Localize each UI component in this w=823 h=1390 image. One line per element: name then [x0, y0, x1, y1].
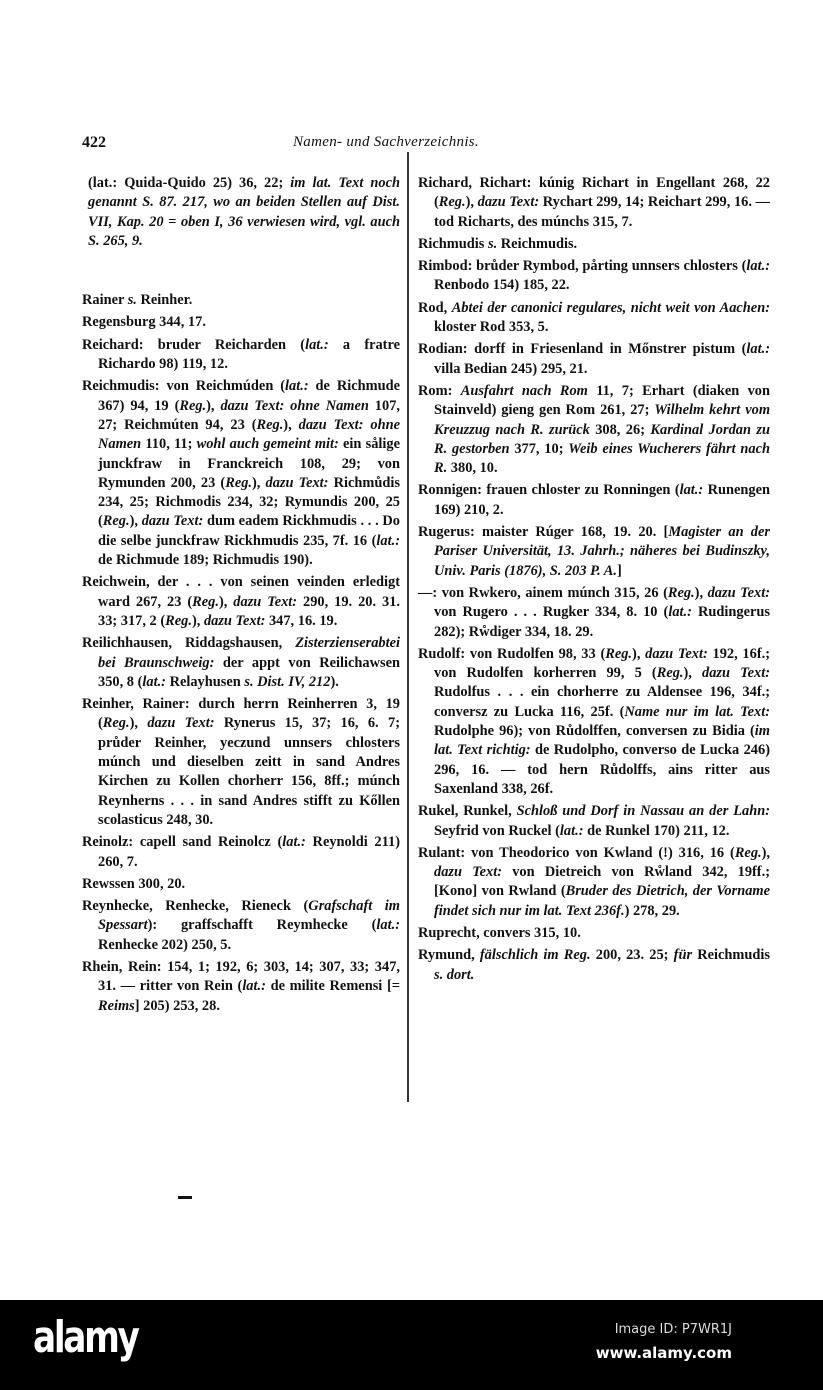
entry-text: Reinher, Rainer: durch herrn Reinherren 3, 19 (	[82, 696, 400, 732]
index-entry-continuation	[82, 174, 400, 251]
print-mark	[178, 1196, 192, 1199]
italic-text: s. Dist. IV, 212	[244, 673, 331, 690]
entry-text: de milite Remensi [=	[265, 978, 400, 995]
index-entry	[418, 844, 770, 921]
entry-text: a fratre Richardo 98) 119, 12.	[98, 336, 400, 373]
index-entry	[82, 313, 400, 332]
entry-text: Runengen 169) 210, 2.	[434, 482, 770, 518]
page-number: 422	[82, 134, 106, 151]
entry-text: Richard, Richart: kúnig Richart in Engellant 268, 22 (	[418, 175, 770, 211]
entry-text: Rainer	[82, 292, 128, 309]
italic-text: fälschlich im Reg.	[479, 947, 591, 964]
italic-text: dazu Text:	[203, 612, 266, 629]
entry-text: Rychart 299, 14; Reichart 299, 16. — tod Richarts, des múnchs 315, 7.	[434, 194, 770, 230]
italic-text: dazu Text: ohne Namen	[220, 397, 369, 414]
italic-text: Reg.	[256, 416, 284, 433]
italic-text: Reg.	[179, 397, 207, 414]
entry-text: ),	[683, 665, 703, 682]
index-entry	[82, 634, 400, 692]
italic-text: Wilhelm kehrt vom Kreuzzug nach R. zurück	[434, 402, 771, 438]
italic-text: Schloß und Dorf in Nassau an der Lahn:	[516, 803, 770, 820]
index-entry	[82, 897, 400, 955]
entry-text: 192, 16f.; von Rudolfen korherren 99, 5 (	[434, 645, 771, 682]
italic-text: Reg.	[667, 584, 695, 601]
entry-text: 107, 27; Reichmúten 94, 23 (	[98, 397, 400, 433]
index-entry	[82, 291, 400, 310]
entry-text: Reilichhausen, Riddagshausen,	[82, 635, 296, 652]
entry-text: 200, 23. 25;	[590, 947, 674, 964]
entry-text: Rudolf: von Rudolfen 98, 33 (	[418, 645, 606, 662]
entry-text: ),	[218, 593, 234, 610]
index-entry	[82, 833, 400, 872]
entry-text: 380, 10.	[447, 460, 498, 477]
entry-text: Richmudis	[418, 235, 488, 252]
italic-text: Ausfahrt nach Rom	[460, 382, 588, 399]
index-entry	[82, 875, 400, 894]
entry-text: Reichwein, der . . . von seinen veinden erledigt ward 267, 23 (	[82, 574, 400, 610]
italic-text: dazu Text:	[141, 513, 204, 530]
index-entry	[82, 573, 400, 631]
entry-text: Reichmudis	[692, 947, 771, 964]
entry-text: ): graffschafft Reymhecke (	[147, 917, 377, 934]
entry-text: ),	[129, 513, 142, 530]
entry-text: villa Bedian 245) 295, 21.	[434, 360, 588, 377]
entry-text: Renhecke 202) 250, 5.	[98, 936, 232, 953]
index-entry	[418, 174, 770, 232]
italic-text: dazu Text:	[477, 194, 540, 211]
italic-text: Reg.	[734, 844, 762, 861]
entry-text: Reichmudis: von Reichmúden (	[82, 378, 286, 395]
entry-text: Rudolphe 96); von Růdolffen, conversen zu Bidia (	[434, 723, 755, 740]
entry-text: ),	[761, 844, 770, 861]
entry-text: Rudolfus . . . ein chorherre zu Aldensee 196, 34f.; conversz zu Lucka 116, 25f. (	[434, 684, 770, 720]
italic-text: lat.:	[142, 673, 166, 690]
index-column-left	[82, 174, 400, 1019]
column-divider	[407, 152, 409, 1102]
entry-text: 110, 11;	[141, 436, 197, 453]
entry-text: ),	[206, 397, 221, 414]
entry-text: Rimbod: brůder Rymbod, pårting unnsers chlosters (	[418, 258, 747, 275]
index-entry	[418, 382, 770, 478]
index-entry	[418, 802, 770, 841]
entry-text: Richmůdis 234, 25; Richmodis 234, 32; Rymundis 200, 25 (	[98, 474, 400, 530]
italic-text: Magister an der Pariser Universität, 13. Jahrh.; näheres bei Budinszky, Univ. Paris (1876), S. 203 P. A.	[434, 524, 770, 579]
entry-text: Rom:	[418, 382, 461, 399]
entry-text: von Rugero . . . Rugker 334, 8. 10 (	[434, 604, 669, 621]
entry-text: ).	[330, 673, 339, 690]
italic-text: Reg.	[102, 513, 130, 530]
entry-text: kloster Rod 353, 5.	[434, 319, 549, 336]
italic-text: Reg.	[605, 645, 633, 662]
entry-text: —: von Rwkero, ainem múnch 315, 26 (	[418, 584, 668, 601]
entry-text: ),	[191, 612, 204, 629]
entry-text: ) 278, 29.	[624, 902, 680, 919]
italic-text: für	[673, 947, 693, 964]
entry-text: Relayhusen	[165, 673, 245, 690]
italic-text: lat.:	[376, 917, 400, 934]
entry-text: dum eadem Rickhmudis . . . Do die selbe junckfraw Rickhmudis 235, 7f. 16 (	[98, 513, 400, 549]
entry-text: Reinher.	[136, 292, 193, 309]
italic-text: lat.:	[746, 258, 770, 275]
entry-text: de Richmude 189; Richmudis 190).	[98, 552, 313, 569]
italic-text: lat.:	[282, 834, 306, 851]
italic-text: s. dort.	[434, 966, 475, 983]
entry-text: von Dietreich von Rẘland 342, 19ff.; [Kono] von Rwland (	[434, 864, 770, 900]
entry-text: Renbodo 154) 185, 22.	[434, 277, 570, 294]
entry-text: der appt von Reilichawsen 350, 8 (	[98, 654, 401, 690]
italic-text: dazu Text:	[707, 584, 770, 601]
entry-text: Seyfrid von Ruckel (	[434, 822, 560, 839]
index-entry	[82, 695, 400, 830]
entry-text: Rod,	[418, 299, 452, 316]
entry-text: ),	[283, 416, 299, 433]
entry-text: ein sålige junckfraw in Franckreich 108, 29; von Rymunden 200, 23 (	[98, 436, 401, 491]
entry-text: de Rudolpho, converso de Lucka 246) 296, 16. — tod hern Růdolffs, ains ritter aus Saxenland 338, 26f.	[434, 742, 770, 797]
entry-text: Rewssen 300, 20.	[82, 875, 186, 892]
entry-text: Rodian: dorff in Friesenland in Mőnstrer pistum (	[418, 341, 747, 358]
index-entry	[418, 235, 770, 254]
entry-text: 290, 19. 20. 31. 33; 317, 2 (	[98, 593, 400, 629]
entry-text: 308, 26;	[589, 421, 651, 438]
italic-text: Zisterzienserabtei bei Braunschweig:	[98, 635, 400, 671]
entry-text: Rynerus 15, 37; 16, 6. 7; průder Reinher, yeczund unnsers chlosters múnch und dieselben zeitt in sand Andres Kirchen zu Kollen chorherr 156, 8ff.; múnch Reynherns . . . in sand Andres stifft zu Kőllen scolasticus 248, 30.	[98, 715, 400, 828]
alamy-logo: alamy	[33, 1312, 138, 1363]
entry-text: Rymund,	[418, 947, 480, 964]
italic-text: s.	[127, 292, 137, 309]
entry-text: (lat.: Quida-Quido 25) 36, 22;	[88, 175, 291, 191]
italic-text: Reg.	[165, 612, 192, 629]
index-entry	[418, 523, 770, 581]
entry-text: 347, 16. 19.	[265, 612, 338, 629]
image-id: Image ID: P7WR1J	[614, 1322, 732, 1337]
watermark-bar	[0, 1300, 823, 1390]
italic-text: dazu Text:	[147, 715, 215, 732]
index-entry	[418, 299, 770, 338]
entry-text: Ruprecht, convers 315, 10.	[418, 924, 581, 941]
italic-text: Grafschaft im Spessart	[98, 898, 400, 934]
index-entry	[82, 336, 400, 375]
entry-text: 11, 7; Erhart (diaken von Stainveld) gieng gen Rom 261, 27;	[434, 382, 770, 419]
italic-text: lat.:	[679, 482, 704, 499]
entry-text: Reinolz: capell sand Reinolcz (	[82, 834, 283, 851]
italic-text: Bruder des Dietrich, der Vorname findet sich nur im lat. Text 236f.	[434, 883, 770, 919]
italic-text: Weib eines Wucherers fährt nach R.	[434, 440, 770, 477]
index-column-right	[418, 174, 770, 988]
italic-text: lat.:	[668, 604, 692, 621]
entry-text: ),	[694, 584, 708, 601]
entry-text: de Richmude 367) 94, 19 (	[98, 378, 400, 414]
italic-text: Reg.	[438, 194, 466, 211]
italic-text: dazu Text:	[702, 665, 771, 682]
index-entry	[82, 958, 400, 1016]
entry-text: de Runkel 170) 211, 12.	[583, 822, 730, 839]
index-entry	[418, 946, 770, 985]
running-head: Namen- und Sachverzeichnis.	[293, 134, 479, 150]
italic-text: dazu Text:	[434, 864, 503, 881]
entry-text: 377, 10;	[509, 440, 569, 457]
entry-text: Reichard: bruder Reicharden (	[82, 336, 306, 353]
italic-text: im lat. Text noch genannt S. 87. 217, wo an beiden Stellen auf Dist. VII, Kap. 20 = oben I, 36 verwiesen wird, vgl. auch S. 265, 9.	[88, 175, 401, 249]
italic-text: Abtei der canonici regulares, nicht weit von Aachen:	[451, 299, 770, 316]
entry-text: ),	[252, 474, 266, 491]
entry-text: ),	[129, 715, 148, 732]
italic-text: lat.:	[746, 341, 770, 358]
entry-text: Reynhecke, Renhecke, Rieneck (	[82, 898, 309, 915]
entry-text: Rhein, Rein: 154, 1; 192, 6; 303, 14; 307, 33; 347, 31. — ritter von Rein (	[82, 958, 400, 995]
entry-text: ]	[616, 562, 622, 579]
entry-text: ),	[465, 194, 478, 211]
entry-text: ] 205) 253, 28.	[134, 997, 220, 1014]
italic-text: Kardinal Jordan zu R. gestorben	[434, 421, 770, 457]
entry-text: Rudingerus 282); Rẘdiger 334, 18. 29.	[434, 604, 770, 640]
italic-text: dazu Text: ohne Namen	[98, 416, 400, 453]
index-entry	[418, 257, 770, 296]
italic-text: Name nur im lat. Text:	[624, 703, 770, 720]
entry-text: Reichmudis.	[497, 235, 578, 252]
italic-text: lat.:	[305, 336, 329, 353]
italic-text: dazu Text:	[265, 474, 329, 491]
index-entry	[82, 377, 400, 570]
italic-text: lat.:	[376, 532, 400, 549]
italic-text: Reg.	[225, 474, 252, 491]
italic-text: dazu Text:	[233, 593, 298, 610]
italic-text: Reims	[98, 997, 135, 1014]
entry-text: Reynoldi 211) 260, 7.	[98, 834, 401, 870]
index-entry	[418, 584, 770, 642]
entry-text: Rugerus: maister Rúger 168, 19. 20. [	[418, 524, 669, 541]
italic-text: wohl auch gemeint mit:	[196, 436, 339, 453]
italic-text: Reg.	[102, 715, 130, 732]
italic-text: lat.:	[242, 978, 266, 995]
entry-text: Rukel, Runkel,	[418, 803, 517, 820]
italic-text: lat.:	[285, 378, 309, 395]
italic-text: im lat. Text richtig:	[434, 723, 770, 759]
italic-text: Reg.	[656, 665, 684, 682]
entry-text: Regensburg 344, 17.	[82, 314, 206, 331]
italic-text: lat.:	[559, 822, 584, 839]
index-entry	[418, 645, 770, 799]
entry-text: Ronnigen: frauen chloster zu Ronningen (	[418, 482, 680, 499]
index-entry	[418, 340, 770, 379]
entry-text: Rulant: von Theodorico von Kwland (!) 316, 16 (	[418, 844, 735, 861]
italic-text: dazu Text:	[645, 645, 708, 662]
index-entry	[418, 481, 770, 520]
index-entry	[418, 924, 770, 943]
entry-text: ),	[632, 645, 646, 662]
italic-text: Reg.	[192, 593, 219, 610]
italic-text: s.	[487, 235, 498, 252]
site-url: www.alamy.com	[595, 1344, 732, 1362]
